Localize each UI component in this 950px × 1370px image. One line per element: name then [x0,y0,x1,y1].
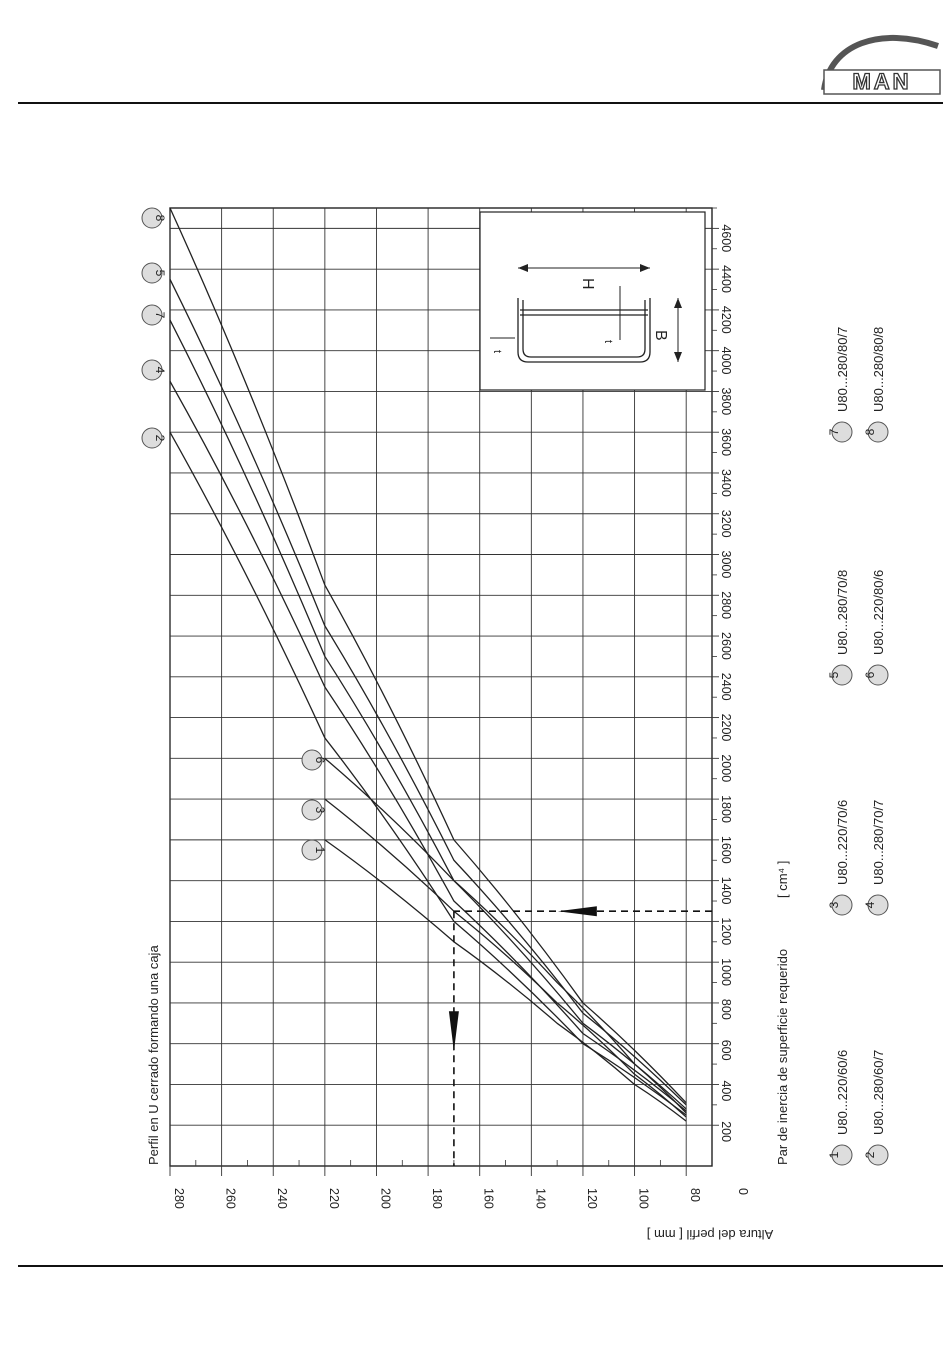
curve-marker-label-3: 3 [313,806,327,814]
legend-label-2: U80...280/60/7 [871,1049,886,1135]
y-tick-label-140: 140 [533,1188,548,1209]
legend-marker-label-8: 8 [863,428,877,436]
x-tick-label-1200: 1200 [719,917,733,946]
curve-marker-label-6: 6 [313,756,327,764]
curve-marker-label-4: 4 [153,366,167,374]
x-tick-label-400: 400 [719,1080,733,1102]
inset-label-2: t [602,340,614,344]
y-tick-label-0: 0 [736,1188,750,1195]
chart-legend [827,327,888,1165]
legend-label-4: U80...280/70/7 [871,799,886,885]
curve-3 [325,799,686,1117]
legend-marker-label-2: 2 [863,1151,877,1159]
x-tick-label-4400: 4400 [719,265,733,293]
y-axis-label: Altura del perfil [ mm ] [646,1227,774,1242]
x-tick-label-2800: 2800 [719,591,733,620]
x-tick-label-800: 800 [719,998,733,1020]
x-tick-label-3200: 3200 [719,509,733,538]
curve-marker-label-7: 7 [153,311,167,319]
legend-marker-label-7: 7 [827,428,841,436]
y-tick-label-280: 280 [172,1188,186,1209]
x-tick-label-1600: 1600 [719,835,733,864]
x-tick-label-1800: 1800 [719,795,733,823]
legend-label-1: U80...220/60/6 [835,1049,850,1135]
curve-marker-label-5: 5 [153,269,167,277]
profile-inset [480,212,705,390]
legend-label-5: U80...280/70/8 [835,569,850,655]
x-tick-label-4600: 4600 [719,224,733,253]
guide-arrow-left [558,906,597,916]
y-tick-label-260: 260 [223,1188,238,1209]
y-tick-label-160: 160 [481,1188,496,1209]
x-tick-label-2200: 2200 [719,713,733,742]
legend-marker-label-1: 1 [827,1151,841,1159]
x-tick-label-3400: 3400 [719,468,733,497]
curve-marker-label-2: 2 [153,434,167,442]
x-tick-label-1000: 1000 [719,958,733,986]
legend-label-8: U80...280/80/8 [871,326,886,412]
y-tick-label-120: 120 [584,1188,599,1209]
y-tick-label-80: 80 [688,1188,703,1202]
x-tick-label-2600: 2600 [719,632,733,660]
inset-label-3: t [491,350,503,354]
legend-label-6: U80...220/80/6 [871,569,886,655]
legend-marker-label-4: 4 [863,901,877,909]
y-tick-label-180: 180 [430,1188,445,1209]
x-tick-label-4200: 4200 [719,305,733,334]
x-tick-label-2000: 2000 [719,754,733,783]
guide-arrow-down [449,1011,459,1051]
x-tick-label-200: 200 [719,1121,733,1143]
legend-marker-label-3: 3 [827,901,841,909]
inset-label-0: H [579,278,596,290]
y-tick-label-200: 200 [378,1188,393,1209]
legend-marker-label-5: 5 [827,671,841,679]
inset-label-1: B [652,330,669,341]
x-tick-label-2400: 2400 [719,672,733,701]
x-tick-label-3800: 3800 [719,387,733,416]
x-tick-label-4000: 4000 [719,346,733,375]
x-axis-label: Par de inercia de superficie requerido [775,948,790,1165]
legend-marker-label-6: 6 [863,671,877,679]
inset-frame [480,212,705,390]
legend-label-3: U80...220/70/6 [835,799,850,885]
x-tick-label-600: 600 [719,1039,733,1061]
y-tick-label-100: 100 [636,1188,651,1209]
example-reading [449,906,712,1166]
logo-text: MAN [852,69,912,94]
legend-label-7: U80...280/80/7 [835,326,850,412]
x-axis-unit: [ cm⁴ ] [775,860,790,898]
y-tick-label-220: 220 [326,1188,341,1209]
chart-title: Perfil en U cerrado formando una caja [146,945,161,1165]
x-tick-label-3600: 3600 [719,428,733,457]
curve-marker-label-1: 1 [313,846,327,854]
curve-1 [325,840,686,1121]
y-tick-label-240: 240 [275,1188,290,1209]
x-tick-label-3000: 3000 [719,550,733,579]
x-tick-label-1400: 1400 [719,876,733,905]
curve-marker-label-8: 8 [153,214,167,222]
